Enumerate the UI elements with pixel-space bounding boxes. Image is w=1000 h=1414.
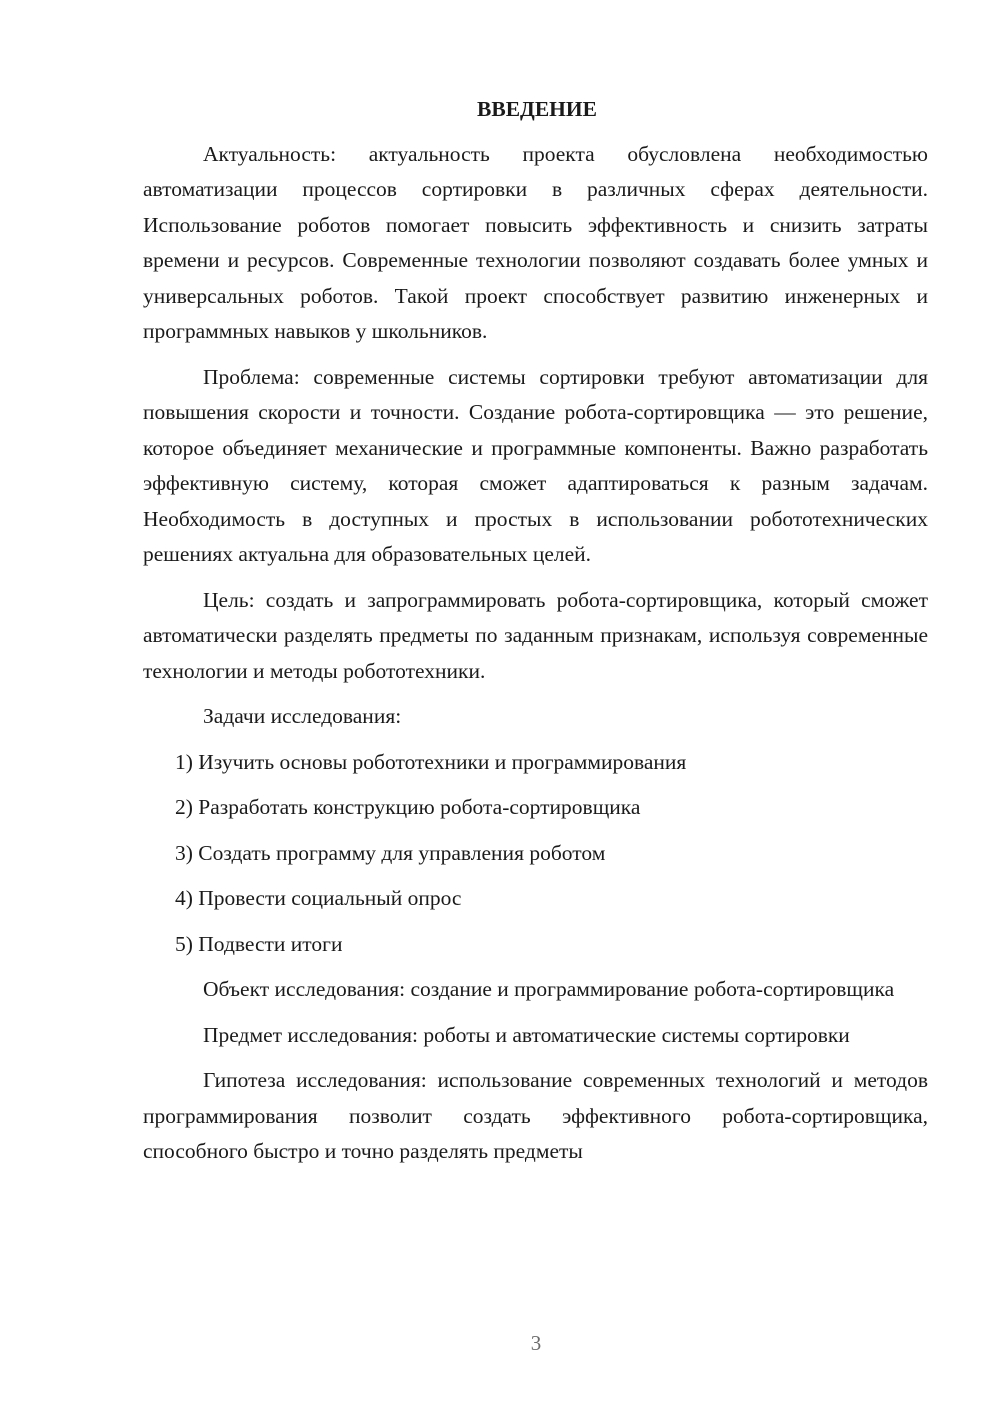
paragraph-goal: Цель: создать и запрограммировать робота-сортировщика, который сможет автоматически разделять предметы по заданным признакам, используя современные технологии и методы робототехники. — [143, 587, 928, 683]
paragraph-relevance: Актуальность: актуальность проекта обусловлена необходимостью автоматизации процессов сортировки в различных сферах деятельности. Использование роботов помогает повысить эффективность и снизить затраты времени и ресурсов. Современные технологии позволяют создавать более умных и универсальных роботов. Такой проект способствует развитию инженерных и программных навыков у школьников. — [143, 141, 928, 343]
task-item-5: 5) Подвести итоги — [175, 931, 343, 956]
paragraph-subject: Предмет исследования: роботы и автоматические системы сортировки — [203, 1022, 850, 1047]
page-number: 3 — [530, 1331, 542, 1355]
paragraph-object: Объект исследования: создание и программирование робота-сортировщика — [203, 977, 895, 1001]
paragraph-problem: Проблема: современные системы сортировки требуют автоматизации для повышения скорости и точности. Создание робота-сортировщика — это решение, которое объединяет механические и программные компоненты. Важно разработать эффективную систему, которая сможет адаптироваться к разным задачам. Необходимость в доступных и простых в использовании робототехнических решениях актуальна для образовательных целей. — [143, 364, 928, 566]
task-item-2: 2) Разработать конструкцию робота-сортировщика — [175, 795, 641, 819]
tasks-heading: Задачи исследования: — [203, 704, 402, 728]
section-title: ВВЕДЕНИЕ — [477, 97, 597, 121]
document-page — [143, 92, 928, 1180]
task-item-1: 1) Изучить основы робототехники и программирования — [175, 749, 687, 774]
paragraph-hypothesis: Гипотеза исследования: использование современных технологий и методов программирования позволит создать эффективного робота-сортировщика, способного быстро и точно разделять предметы — [143, 1068, 928, 1163]
task-item-4: 4) Провести социальный опрос — [175, 886, 462, 910]
task-item-3: 3) Создать программу для управления роботом — [175, 840, 606, 865]
